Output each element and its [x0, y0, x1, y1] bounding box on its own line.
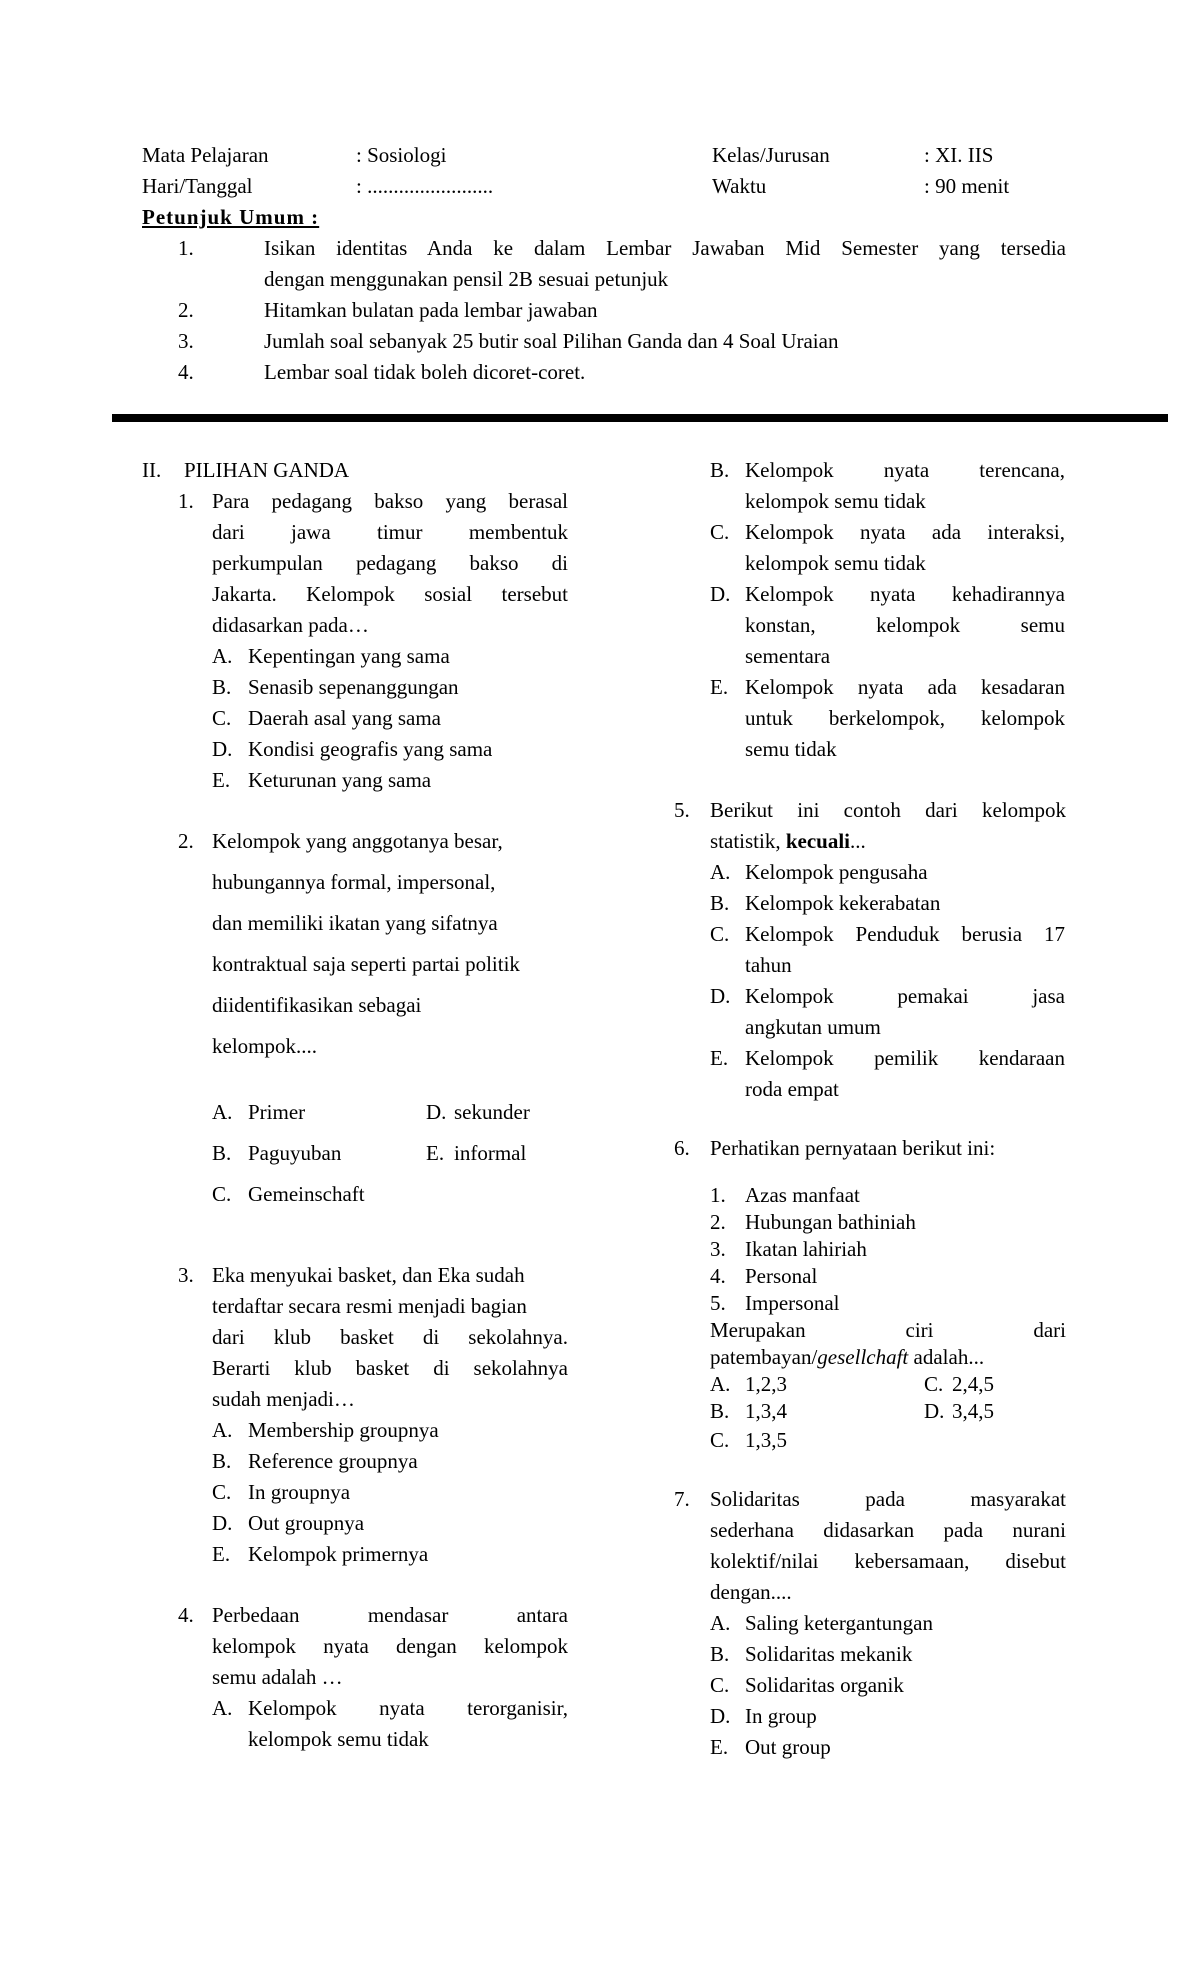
class-value: : XI. IIS [924, 143, 994, 167]
statement-key: 4. [710, 1264, 726, 1288]
question-text: Berarti klub basket di sekolahnya [212, 1356, 568, 1380]
statement-key: 3. [710, 1237, 726, 1261]
question-number: 3. [178, 1263, 194, 1287]
question-text-part: adalah... [908, 1345, 985, 1369]
question-text: sederhana didasarkan pada nurani [710, 1518, 1066, 1542]
option-text: Kepentingan yang sama [248, 644, 450, 668]
question-text-part: ... [850, 829, 866, 853]
date-value: : ........................ [356, 174, 494, 198]
option-key: E. [710, 675, 729, 699]
date-label: Hari/Tanggal [142, 174, 253, 198]
option-key: A. [212, 1100, 233, 1124]
option-text: Kelompok pemilik kendaraan [745, 1046, 1065, 1070]
option-text: Kelompok nyata kehadirannya [745, 582, 1065, 606]
question-text-part: patembayan/ [710, 1345, 818, 1369]
option-text: sekunder [454, 1100, 530, 1124]
option-text: 2,4,5 [952, 1372, 994, 1396]
section-num: II. [142, 458, 162, 482]
question-text: dengan.... [710, 1580, 792, 1604]
option-text: 1,2,3 [745, 1372, 787, 1396]
question-number: 4. [178, 1603, 194, 1627]
instruction-text: dengan menggunakan pensil 2B sesuai petunjuk [264, 267, 669, 291]
instruction-num: 4. [178, 360, 194, 384]
instruction-text: Hitamkan bulatan pada lembar jawaban [264, 298, 598, 322]
option-text: In groupnya [248, 1480, 351, 1504]
question-text: semu adalah … [212, 1665, 343, 1689]
option-text: Kelompok nyata ada kesadaran [745, 675, 1065, 699]
question-text: Merupakan ciri dari [710, 1318, 1066, 1342]
option-text: Membership groupnya [248, 1418, 439, 1442]
option-key: A. [710, 1372, 731, 1396]
section-title: PILIHAN GANDA [184, 458, 350, 482]
option-key: B. [710, 1642, 730, 1666]
question-text: kolektif/nilai kebersamaan, disebut [710, 1549, 1066, 1573]
option-text: kelompok semu tidak [745, 551, 926, 575]
statement-key: 2. [710, 1210, 726, 1234]
option-text: Kondisi geografis yang sama [248, 737, 493, 761]
option-text: Kelompok nyata ada interaksi, [745, 520, 1065, 544]
option-text: In group [745, 1704, 817, 1728]
instruction-text: Jumlah soal sebanyak 25 butir soal Pilihan Ganda dan 4 Soal Uraian [264, 329, 839, 353]
question-text: didasarkan pada… [212, 613, 369, 637]
header-divider [112, 414, 1168, 422]
question-text: Eka menyukai basket, dan Eka sudah [212, 1263, 525, 1287]
option-key: D. [924, 1399, 945, 1423]
question-text: Solidaritas pada masyarakat [710, 1487, 1066, 1511]
option-text: Out group [745, 1735, 831, 1759]
option-text: kelompok semu tidak [248, 1727, 429, 1751]
option-text: Gemeinschaft [248, 1182, 365, 1206]
option-key: E. [212, 768, 231, 792]
option-key: E. [426, 1141, 445, 1165]
statement-text: Personal [745, 1264, 818, 1288]
subject-value: : Sosiologi [356, 143, 447, 167]
option-key: E. [710, 1735, 729, 1759]
instruction-num: 1. [178, 236, 194, 260]
option-text: Kelompok Penduduk berusia 17 [745, 922, 1065, 946]
emphasis-kecuali: kecuali [785, 829, 851, 853]
option-text: Kelompok nyata terorganisir, [248, 1696, 568, 1720]
question-text: dari klub basket di sekolahnya. [212, 1325, 568, 1349]
question-text: dari jawa timur membentuk [212, 520, 568, 544]
option-key: D. [212, 1511, 233, 1535]
question-text: diidentifikasikan sebagai [212, 993, 422, 1017]
option-key: C. [710, 520, 730, 544]
question-number: 5. [674, 798, 690, 822]
question-text: Perhatikan pernyataan berikut ini: [710, 1136, 996, 1160]
question-text: terdaftar secara resmi menjadi bagian [212, 1294, 527, 1318]
option-text: Solidaritas mekanik [745, 1642, 913, 1666]
option-text: Kelompok pengusaha [745, 860, 928, 884]
question-text: Para pedagang bakso yang berasal [212, 489, 568, 513]
question-text: Berikut ini contoh dari kelompok [710, 798, 1066, 822]
option-key: B. [212, 1449, 232, 1473]
option-key: B. [710, 891, 730, 915]
time-label: Waktu [712, 174, 767, 198]
question-text [710, 826, 866, 857]
option-key: D. [710, 1704, 731, 1728]
option-key: D. [710, 582, 731, 606]
option-key: E. [212, 1542, 231, 1566]
statement-text: Ikatan lahiriah [745, 1237, 867, 1261]
instruction-num: 3. [178, 329, 194, 353]
option-text: konstan, kelompok semu [745, 613, 1065, 637]
option-key: B. [710, 458, 730, 482]
option-text: Daerah asal yang sama [248, 706, 441, 730]
option-key: A. [212, 1696, 233, 1720]
option-key: B. [710, 1399, 730, 1423]
option-key: A. [710, 860, 731, 884]
question-number: 6. [674, 1136, 690, 1160]
question-number: 1. [178, 489, 194, 513]
option-key: C. [924, 1372, 944, 1396]
question-text: kontraktual saja seperti partai politik [212, 952, 520, 976]
question-text: hubungannya formal, impersonal, [212, 870, 496, 894]
option-key: B. [212, 675, 232, 699]
option-text: Keturunan yang sama [248, 768, 432, 792]
question-text: kelompok nyata dengan kelompok [212, 1634, 568, 1658]
option-key: D. [212, 737, 233, 761]
question-text: Kelompok yang anggotanya besar, [212, 829, 503, 853]
option-text: 1,3,4 [745, 1399, 787, 1423]
instructions-title: Petunjuk Umum : [142, 205, 320, 229]
question-text: Jakarta. Kelompok sosial tersebut [212, 582, 568, 606]
option-text: tahun [745, 953, 792, 977]
option-text: Senasib sepenanggungan [248, 675, 459, 699]
question-number: 2. [178, 829, 194, 853]
question-number: 7. [674, 1487, 690, 1511]
question-text: Perbedaan mendasar antara [212, 1603, 568, 1627]
option-key: A. [710, 1611, 731, 1635]
option-key: C. [212, 1182, 232, 1206]
instruction-num: 2. [178, 298, 194, 322]
option-key: C. [212, 706, 232, 730]
statement-text: Hubungan bathiniah [745, 1210, 916, 1234]
option-text: sementara [745, 644, 831, 668]
option-text: Solidaritas organik [745, 1673, 904, 1697]
statement-key: 1. [710, 1183, 726, 1207]
class-label: Kelas/Jurusan [712, 143, 830, 167]
question-text: perkumpulan pedagang bakso di [212, 551, 568, 575]
option-key: B. [212, 1141, 232, 1165]
subject-label: Mata Pelajaran [142, 143, 269, 167]
instruction-text: Isikan identitas Anda ke dalam Lembar Jawaban Mid Semester yang tersedia [264, 236, 1066, 260]
statement-key: 5. [710, 1291, 726, 1315]
question-text: sudah menjadi… [212, 1387, 355, 1411]
term-gesellchaft: gesellchaft [817, 1345, 909, 1369]
instruction-text: Lembar soal tidak boleh dicoret-coret. [264, 360, 586, 384]
option-text: roda empat [745, 1077, 839, 1101]
option-text: Primer [248, 1100, 306, 1124]
option-text: Kelompok kekerabatan [745, 891, 941, 915]
option-key: E. [710, 1046, 729, 1070]
option-key: D. [426, 1100, 447, 1124]
option-text: untuk berkelompok, kelompok [745, 706, 1065, 730]
option-key: A. [212, 644, 233, 668]
option-text: semu tidak [745, 737, 837, 761]
option-text: 1,3,5 [745, 1428, 787, 1452]
option-key: C. [710, 922, 730, 946]
option-key: C. [212, 1480, 232, 1504]
option-text: Kelompok pemakai jasa [745, 984, 1065, 1008]
option-key: C. [710, 1673, 730, 1697]
option-text: informal [454, 1141, 527, 1165]
option-text: Saling ketergantungan [745, 1611, 933, 1635]
option-key: D. [710, 984, 731, 1008]
option-text: Out groupnya [248, 1511, 365, 1535]
statement-text: Impersonal [745, 1291, 840, 1315]
option-text: Kelompok nyata terencana, [745, 458, 1065, 482]
option-text: Reference groupnya [248, 1449, 418, 1473]
option-text: Paguyuban [248, 1141, 342, 1165]
option-key: A. [212, 1418, 233, 1442]
option-text: 3,4,5 [952, 1399, 994, 1423]
statement-text: Azas manfaat [745, 1183, 860, 1207]
option-text: kelompok semu tidak [745, 489, 926, 513]
time-value: : 90 menit [924, 174, 1010, 198]
question-text-part: statistik, [710, 829, 786, 853]
question-text: kelompok.... [212, 1034, 317, 1058]
option-text: angkutan umum [745, 1015, 881, 1039]
option-key: C. [710, 1428, 730, 1452]
question-text: dan memiliki ikatan yang sifatnya [212, 911, 498, 935]
option-text: Kelompok primernya [248, 1542, 429, 1566]
